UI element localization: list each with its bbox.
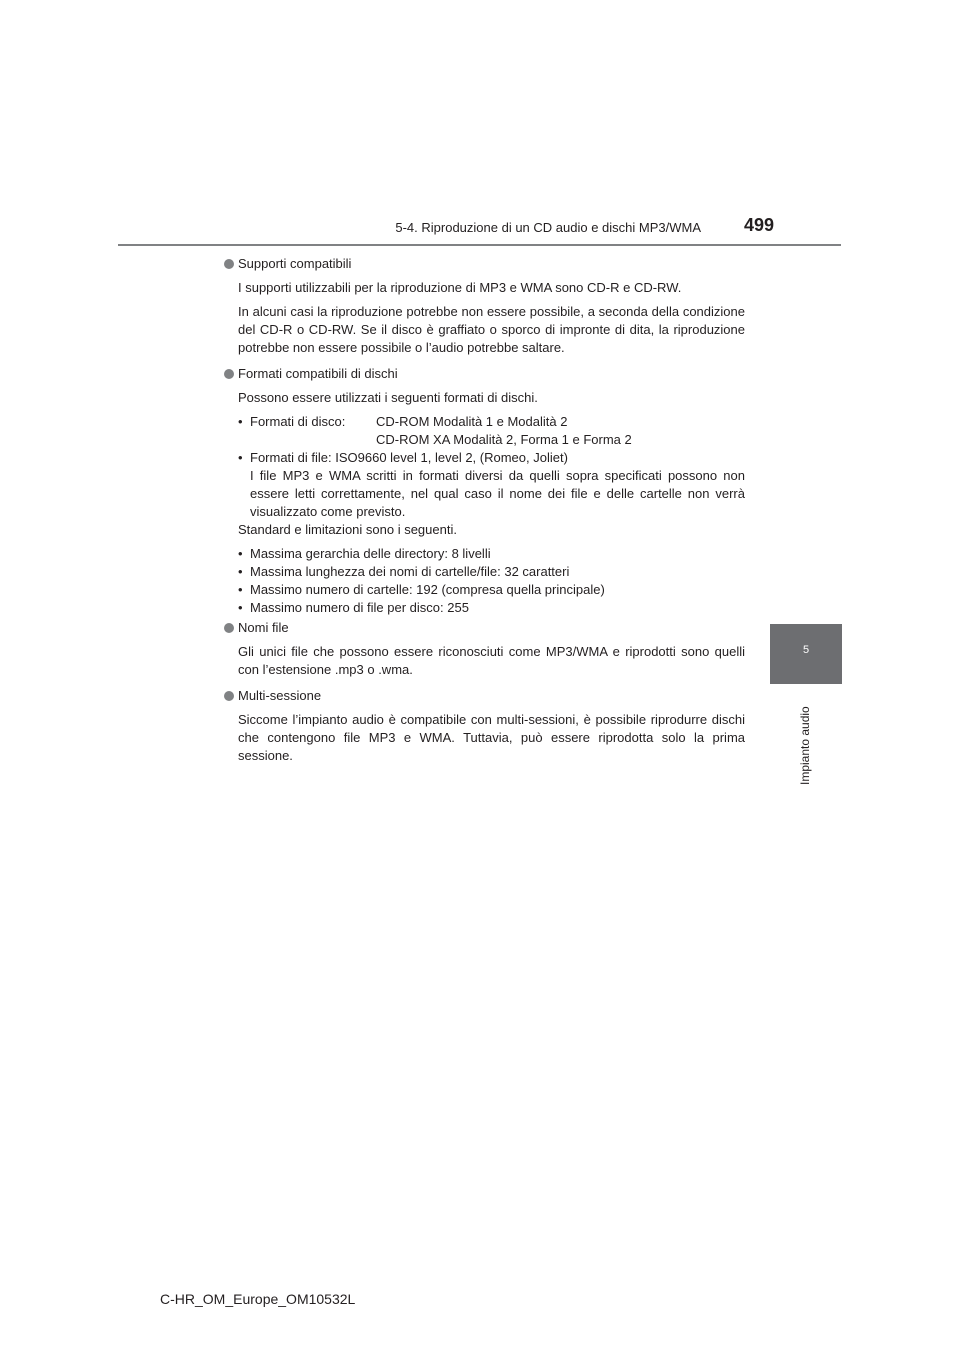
list-item: • Massima lunghezza dei nomi di cartelle/file: 32 caratteri	[238, 563, 745, 581]
paragraph: In alcuni casi la riproduzione potrebbe non essere possibile, a seconda della condizione del CD-R o CD-RW. Se il disco è graffiato o sporco di impronte di dita, la riproduzione potrebbe non essere possibile o l’audio potrebbe saltare.	[238, 304, 745, 355]
section-heading-text: Nomi file	[238, 620, 289, 635]
disc-format-row	[250, 413, 745, 449]
paragraph: I supporti utilizzabili per la riproduzione di MP3 e WMA sono CD-R e CD-RW.	[238, 280, 682, 295]
chapter-tab	[770, 624, 842, 684]
section-heading-text: Supporti compatibili	[238, 256, 352, 271]
section-heading	[224, 255, 745, 273]
document-id: C-HR_OM_Europe_OM10532L	[160, 1291, 356, 1307]
header-divider	[118, 244, 841, 246]
list-item: • Massimo numero di file per disco: 255	[238, 599, 745, 617]
disc-format-label: • Formati di disco:	[250, 414, 346, 429]
section-supporti	[224, 255, 745, 357]
bullet-dot-icon	[224, 691, 234, 701]
file-format-note: I file MP3 e WMA scritti in formati diversi da quelli sopra specificati possono non essere letti correttamente, nel qual caso il nome dei file e delle cartelle non verrà visualizzato come previsto.	[250, 468, 745, 519]
chapter-tab-label: Impianto audio	[798, 706, 812, 785]
list-item: • Massimo numero di cartelle: 192 (compresa quella principale)	[238, 581, 745, 599]
disc-format-value: CD-ROM XA Modalità 2, Forma 1 e Forma 2	[376, 432, 632, 447]
limits-list	[238, 545, 745, 617]
paragraph: Gli unici file che possono essere riconosciuti come MP3/WMA e riprodotti sono quelli con l’estensione .mp3 o .wma.	[238, 644, 745, 677]
section-heading	[224, 687, 745, 705]
section-heading	[224, 365, 745, 383]
section-nomi	[224, 619, 745, 679]
page-number: 499	[743, 215, 774, 235]
section-title: 5-4. Riproduzione di un CD audio e dischi MP3/WMA	[395, 220, 701, 235]
section-heading-text: Formati compatibili di dischi	[238, 366, 398, 381]
bullet-dot-icon	[224, 623, 234, 633]
format-list	[238, 413, 745, 521]
disc-format-values	[376, 413, 632, 449]
section-multi	[224, 687, 745, 765]
bullet-dot-icon	[224, 259, 234, 269]
list-item: • Massima gerarchia delle directory: 8 livelli	[238, 545, 745, 563]
disc-format-value: CD-ROM Modalità 1 e Modalità 2	[376, 414, 568, 429]
file-format-line: • Formati di file: ISO9660 level 1, level 2, (Romeo, Joliet)	[250, 450, 568, 465]
section-heading	[224, 619, 745, 637]
list-item	[238, 413, 745, 449]
section-formati	[224, 365, 745, 617]
paragraph: Siccome l’impianto audio è compatibile con multi-sessioni, è possibile riprodurre dischi che contengono file MP3 e WMA. Tuttavia, può essere riprodotta solo la prima sessione.	[238, 712, 745, 763]
section-heading-text: Multi-sessione	[238, 688, 322, 703]
paragraph: Possono essere utilizzati i seguenti formati di dischi.	[238, 390, 538, 405]
page-content	[224, 255, 745, 765]
chapter-tab-number: 5	[802, 644, 810, 656]
bullet-dot-icon	[224, 369, 234, 379]
list-item	[238, 449, 745, 521]
paragraph: Standard e limitazioni sono i seguenti.	[238, 522, 457, 537]
